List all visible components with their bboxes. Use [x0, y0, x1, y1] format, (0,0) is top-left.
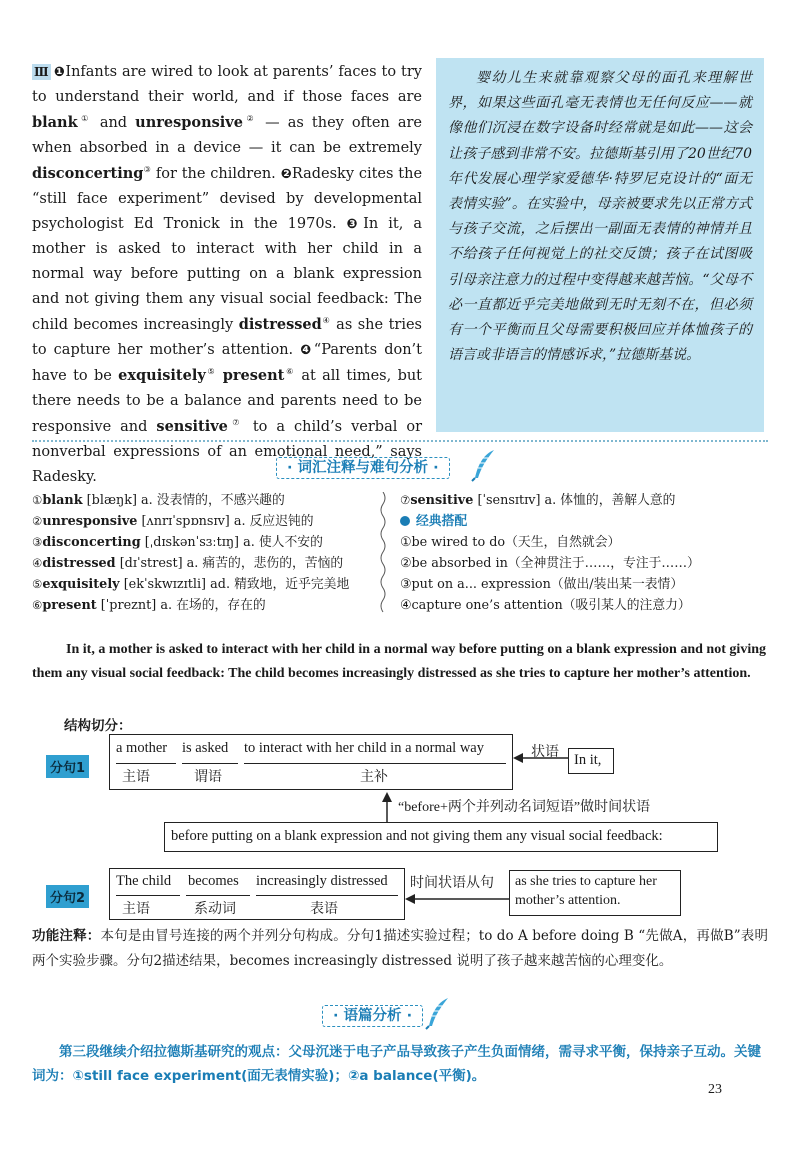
key-sentence: In it, a mother is asked to interact with her child in a normal way before putting on a blank expression and not giving them any visual social feedback: The child becomes increasingly distressed as she tries to capture her mother’s attention.	[32, 642, 766, 681]
bullet-dot-icon	[400, 516, 410, 526]
passage-segment: at all times, but there needs to be a balance and parents need to be responsive and	[32, 368, 423, 435]
passage-segment: Radesky cites the “still face experiment” devised by developmental psychologist Ed Tronick in the 1970s.	[32, 166, 423, 232]
quill-icon	[470, 448, 498, 482]
adverbial-box	[568, 748, 614, 774]
vocab-item-sensitive: ⑦sensitive [ˈsensɪtɪv] a. 体恤的，善解人意的	[400, 493, 676, 508]
collocation-item: ③put on a... expression（做出/装出某一表情）	[400, 577, 684, 592]
vocab-section-header	[276, 456, 450, 477]
vocab-highlight: blank	[32, 114, 78, 131]
adverbial-clause-box	[509, 870, 681, 916]
paragraph-number: Ⅲ	[34, 65, 49, 79]
collocation-item: ①be wired to do（天生，自然就会）	[400, 535, 621, 550]
collocation-list	[400, 532, 770, 616]
clause1-complement: to interact with her child in a normal way	[244, 740, 484, 756]
clause2-tag: 分句2	[46, 885, 89, 908]
time-adverbial-note: “before+两个并列动名词短语”做时间状语	[398, 800, 651, 815]
vocab-item: ①blank [blæŋk] a. 没表情的，不感兴趣的	[32, 493, 285, 508]
underline	[244, 763, 506, 764]
role-linking-verb: 系动词	[194, 901, 236, 917]
footnote-marker: ③	[143, 165, 152, 175]
page-number: 23	[708, 1082, 722, 1097]
role-predicative: 表语	[310, 901, 338, 917]
role-subject: 主语	[122, 901, 150, 917]
vocab-item: ⑤exquisitely [ekˈskwɪzɪtli] ad. 精致地，近乎完美地	[32, 577, 350, 592]
sentence-number: ❶	[53, 65, 66, 80]
sentence-number: ❸	[346, 217, 364, 232]
structure-label: 结构切分：	[64, 718, 132, 734]
vocab-highlight: exquisitely	[118, 367, 206, 384]
vocab-highlight: distressed	[238, 316, 322, 333]
footnote-marker: ②	[242, 114, 258, 124]
role-predicate: 谓语	[194, 769, 222, 785]
passage-segment: and	[91, 115, 136, 131]
passage-segment: to a child’s verbal or nonverbal expressions of an emotional need,” says Radesky.	[32, 419, 423, 485]
underline	[186, 895, 250, 896]
function-note	[32, 924, 768, 974]
up-arrow-icon	[380, 792, 394, 822]
collocation-header: 经典搭配	[400, 511, 770, 532]
left-arrow-icon	[405, 893, 509, 905]
underline	[256, 895, 398, 896]
clause1-subject: a mother	[116, 740, 168, 756]
adverbial-clause-line1: as she tries to capture her	[515, 874, 657, 889]
quill-icon	[424, 996, 452, 1030]
passage-english	[32, 60, 422, 490]
function-note-label: 功能注释：	[32, 928, 101, 944]
clause2-subject: The child	[116, 873, 172, 889]
passage-segment: for the children.	[151, 166, 281, 182]
footnote-marker: ④	[321, 316, 331, 326]
vocab-highlight: present	[222, 367, 285, 384]
time-phrase-text: before putting on a blank expression and not giving them any visual social feedback:	[171, 828, 663, 844]
time-phrase-box	[164, 822, 718, 852]
clause1-tag: 分句1	[46, 755, 89, 778]
vocab-item: ⑥present [ˈpreznt] a. 在场的，存在的	[32, 598, 266, 613]
sentence-number: ❹	[300, 343, 314, 358]
clause1-box	[109, 734, 513, 790]
clause2-box	[109, 868, 405, 920]
underline	[116, 763, 176, 764]
underline	[182, 763, 238, 764]
vocab-item: ③disconcerting [ˌdɪskənˈsɜːtɪŋ] a. 使人不安的	[32, 535, 323, 550]
footnote-marker: ⑤	[205, 367, 217, 377]
collocation-item: ④capture one’s attention（吸引某人的注意力）	[400, 598, 691, 613]
discourse-analysis: 第三段继续介绍拉德斯基研究的观点：父母沉迷于电子产品导致孩子产生负面情绪，需寻求平衡，保持亲子互动。关键词为：①still face experiment(面无表情实验)；②a balance(平衡)。	[32, 1044, 761, 1084]
footnote-marker: ⑦	[227, 418, 244, 428]
passage-segment: “Parents don’t have to be	[32, 342, 422, 384]
adverbial-clause-line2: mother’s attention.	[515, 893, 621, 908]
vocab-item: ④distressed [dɪˈstrest] a. 痛苦的，悲伤的，苦恼的	[32, 556, 344, 571]
clause2-predicative: increasingly distressed	[256, 873, 388, 889]
passage-translation: 婴幼儿生来就靠观察父母的面孔来理解世界，如果这些面孔毫无表情也无任何反应——就像他们沉浸在数字设备时经常就是如此——这会让孩子感到非常不安。拉德斯基引用了20世纪70年代发展心理学家爱德华·特罗尼克设计的“面无表情实验”。在实验中，母亲被要求先以正常方式与孩子交流，之后摆出一副面无表情的神情并且不给孩子任何视觉上的社交反馈；孩子在试图吸引母亲注意力的过程中变得越来越苦恼。“父母不必一直都近乎完美地做到无时无刻不在，但必须有一个平衡而且父母需要积极回应并体恤孩子的语言或非语言的情感诉求，”拉德斯基说。	[436, 58, 764, 432]
vocab-highlight: sensitive	[156, 418, 228, 435]
discourse-header-label: · 语篇分析 ·	[322, 1005, 423, 1027]
discourse-section-header	[322, 1004, 423, 1025]
passage-segment: In it, a mother is asked to interact with her child in a normal way before putting on a blank expression and not giving them any visual social feedback: The child becomes increasingly	[32, 216, 422, 333]
footnote-marker: ⑥	[284, 367, 295, 377]
sentence-number: ❷	[280, 167, 292, 182]
adverbial-text: In it,	[574, 752, 602, 768]
passage-segment: — as they often are when absorbed in a device — it can be extremely	[32, 115, 422, 156]
passage-segment: Infants are wired to look at parents’ faces to try to understand their world, and if those faces are	[32, 64, 422, 105]
vocab-list-right	[400, 490, 770, 616]
vocab-item: ②unresponsive [ʌnrɪˈspɒnsɪv] a. 反应迟钝的	[32, 514, 314, 529]
role-complement: 主补	[360, 769, 388, 785]
column-divider	[379, 492, 387, 616]
vocab-highlight: unresponsive	[135, 114, 243, 131]
clause2-verb: becomes	[188, 873, 239, 889]
vocab-highlight: disconcerting	[32, 165, 144, 182]
collocation-item: ②be absorbed in（全神贯注于……，专注于……）	[400, 556, 700, 571]
clause1-verb: is asked	[182, 740, 229, 756]
underline	[116, 895, 180, 896]
function-note-text: 本句是由冒号连接的两个并列分句构成。分句1描述实验过程；to do A before doing B “先做A，再做B”表明两个实验步骤。分句2描述结果，becomes increasingly distressed 说明了孩子越来越苦恼的心理变化。	[32, 928, 768, 969]
adverbial-label: 状语	[531, 744, 559, 760]
role-subject: 主语	[122, 769, 150, 785]
passage-text	[32, 64, 422, 485]
section-divider	[32, 440, 768, 442]
footnote-marker: ①	[77, 114, 92, 124]
passage-segment: as she tries to capture her mother’s attention.	[32, 317, 422, 358]
vocab-header-label: · 词汇注释与难句分析 ·	[276, 457, 450, 479]
adverbial-clause-label: 时间状语从句	[410, 875, 494, 891]
vocab-list-left	[32, 490, 377, 616]
